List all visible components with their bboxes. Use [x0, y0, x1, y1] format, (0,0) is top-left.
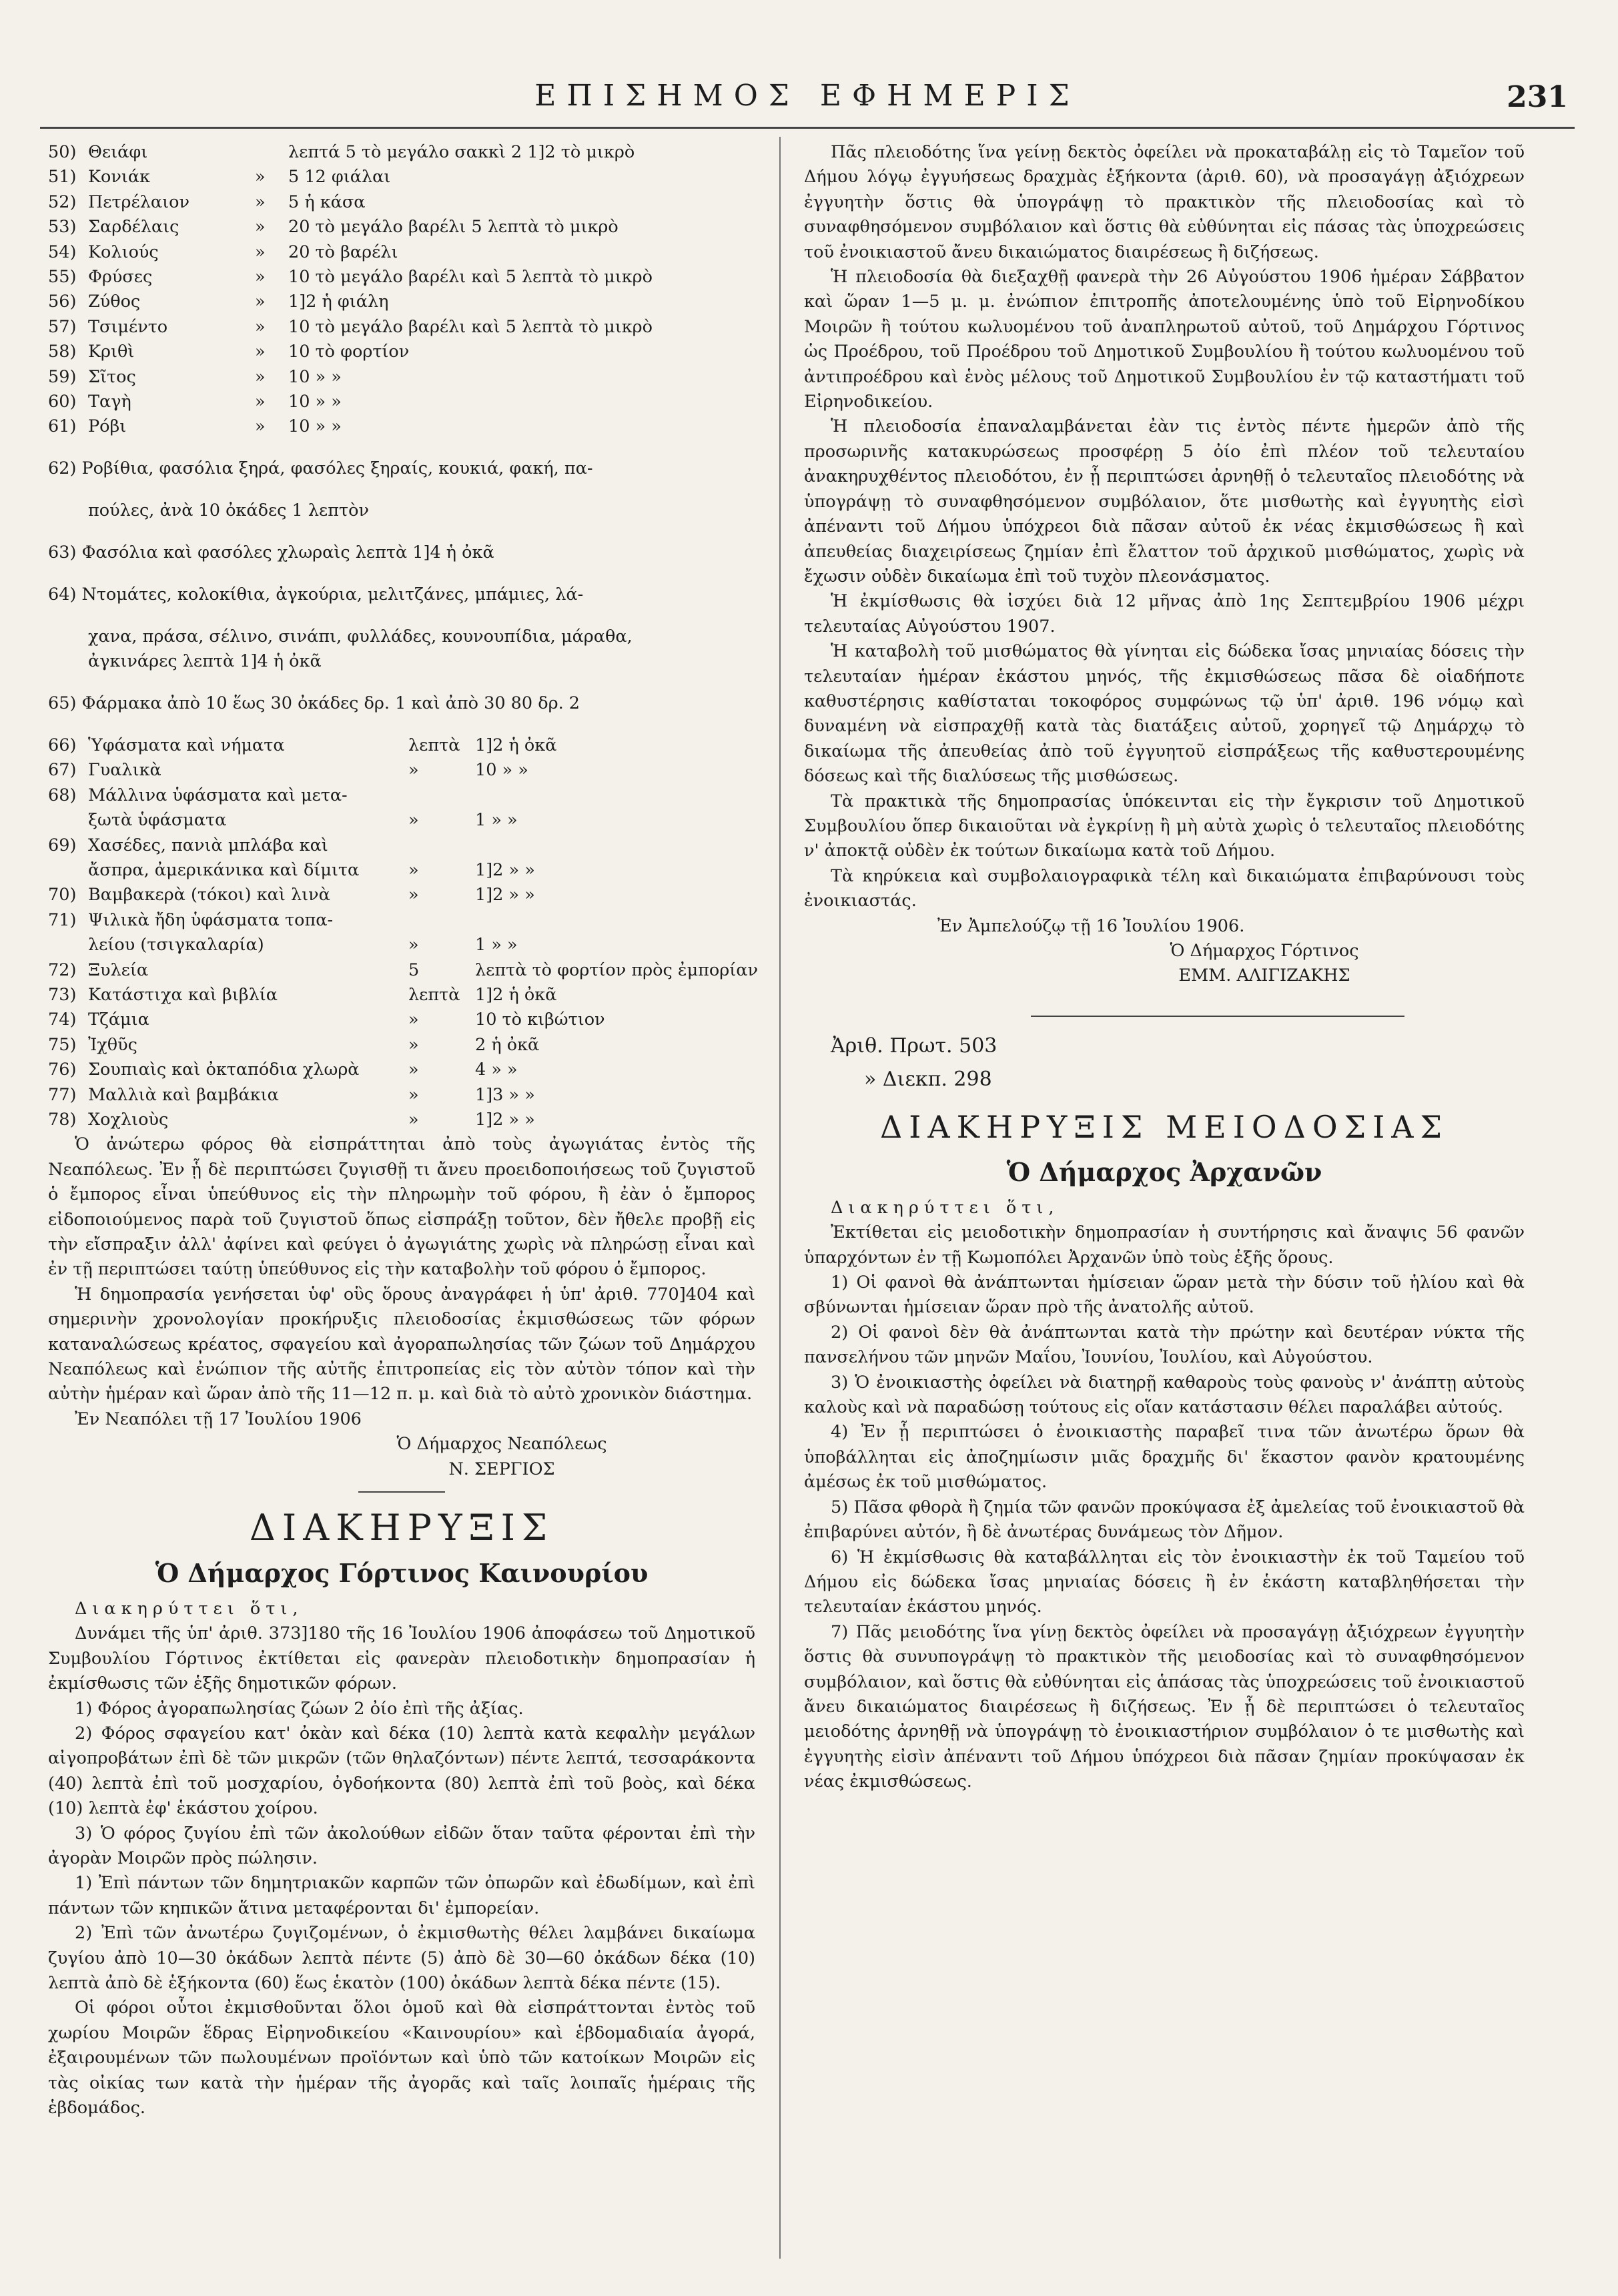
- auction-date-paragraph: Ἡ πλειοδοσία θὰ διεξαχθῇ φανερὰ τὴν 26 Αὐγούστου 1906 ἡμέραν Σάββατον καὶ ὥραν 1—5 μ. μ. ἐνώπιον ἐπιτροπῆς ἀποτελουμένης ὑπὸ τοῦ Εἰρηνοδίκου Μοιρῶν ἢ τούτου κωλυομένου τοῦ ἀναπληρωτοῦ αὐτοῦ, τοῦ Δημάρχου Γόρτινος ὡς Προέδρου, τοῦ Προέδρου τοῦ Δημοτικοῦ Συμβουλίου ἢ τούτου κωλυομένου τοῦ ἀντιπροέδρου καὶ ἑνὸς μέλους τοῦ Δημοτικοῦ Συμβουλίου ἐν τῷ καταστήματι τοῦ Εἰρηνοδικείου.: [804, 267, 1525, 412]
- section-title-meiodosia: ΔΙΑΚΗΡΥΞΙΣ ΜΕΙΟΔΟΣΙΑΣ: [879, 1108, 1449, 1145]
- page-header: [40, 73, 1575, 129]
- section-subtitle-gortinos: Ὁ Δήμαρχος Γόρτινος Καινουρίου: [155, 1557, 649, 1588]
- item-unit: »: [255, 242, 266, 262]
- item-number: 58): [48, 342, 77, 362]
- item-name: Σῖτος: [88, 366, 136, 387]
- tariff-item-65: 65) Φάρμακα ἀπὸ 10 ἕως 30 ὀκάδες δρ. 1 καὶ ἀπὸ 30 80 δρ. 2: [48, 693, 580, 714]
- item-unit: »: [255, 266, 266, 287]
- item-name: Ξυλεία: [88, 960, 149, 980]
- tariff-row: [48, 340, 755, 364]
- item-price: 1]2 ἡ ὀκᾶ: [475, 984, 557, 1005]
- item-name: Ὑφάσματα καὶ νήματα: [88, 735, 285, 756]
- lamps-term-5: 5) Πᾶσα φθορὰ ἢ ζημία τῶν φανῶν προκύψασα ἐξ ἀμελείας τοῦ ἐνοικιαστοῦ θὰ ἐπιβαρύνει αὐτόν, ἢ δὲ ἀνωτέρας δυνάμεως τὸν Δῆμον.: [804, 1497, 1525, 1543]
- item-price: 10 τὸ μεγάλο βαρέλι καὶ 5 λεπτὰ τὸ μικρὸ: [288, 316, 653, 337]
- term-3-1: 1) Ἐπὶ πάντων τῶν δημητριακῶν καρπῶν τῶν ὀπωρῶν καὶ ἐδωδίμων, καὶ ἐπὶ πάντων τῶν κηπικῶν ἅτινα μεταφέρονται δι' ἐμπορείαν.: [48, 1873, 755, 1918]
- item-name: Ψιλικὰ ἤδη ὑφάσματα τοπα-: [88, 909, 334, 930]
- lamps-term-3: 3) Ὁ ἐνοικιαστὴς ὀφείλει νὰ διατηρῇ καθαροὺς τοὺς φανοὺς ν' ἀνάπτῃ αὐτοὺς καλοὺς καὶ νὰ παραδώσῃ τούτους εἰς οἵαν κατάστασιν θέλει παραλάβει αὐτούς.: [804, 1372, 1525, 1418]
- item-unit: »: [255, 316, 266, 337]
- tariff-row: [48, 140, 755, 165]
- item-unit: »: [255, 217, 266, 238]
- bleed-through-header: [100, 4, 1535, 31]
- item-unit: »: [408, 810, 419, 831]
- item-unit: 5: [408, 960, 420, 980]
- tariff-item-62: 62) Ροβίθια, φασόλια ξηρά, φασόλες ξηραίς, κουκιά, φακή, πα-: [48, 458, 593, 479]
- tariff-row: [48, 783, 755, 808]
- item-price: 10 τὸ μεγάλο βαρέλι καὶ 5 λεπτὰ τὸ μικρὸ: [288, 266, 653, 287]
- item-unit: »: [408, 1084, 419, 1105]
- item-name: Σουπιαὶς καὶ ὀκταπόδια χλωρὰ: [88, 1060, 360, 1080]
- repeat-auction-paragraph: Ἡ πλειοδοσία ἐπαναλαμβάνεται ἐὰν τις ἐντὸς πέντε ἡμερῶν ἀπὸ τῆς προσωρινῆς κατακυρώσεως προσφέρῃ 5 ὀίο ἐπὶ πλέον τοῦ τελευταίου ἀνακηρυχθέντος πλειοδότου, ἐν ᾗ περιπτώσει ἀρνηθῇ ὁ τελευταῖος πλειοδότης νὰ ὑπογράψῃ τὸ συναφθησόμενον συμβόλαιον, ὅτε μισθωτὴς καὶ ἐγγυητὴς εἰσὶ ἀπέναντι τοῦ Δήμου ὑπόχρεοι διὰ πᾶσαν αὐτοῦ ἐκ νέας ἐκμισθώσεως ἢ καὶ ἀπευθείας διαχειρίσεως ζημίαν ἐπὶ ἔλαττον τοῦ ἀρχικοῦ μισθώματος, χωρὶς νὰ ἔχωσιν οὐδὲν δικαίωμα ἐπὶ τοῦ τυχὸν πλεονάσματος.: [804, 416, 1525, 587]
- lease-duration-paragraph: Ἡ ἐκμίσθωσις θὰ ἰσχύει διὰ 12 μῆνας ἀπὸ 1ης Σεπτεμβρίου 1906 μέχρι τελευταίας Αὐγούστου 1907.: [804, 591, 1525, 637]
- tariff-row: [48, 858, 755, 883]
- item-name: Κατάστιχα καὶ βιβλία: [88, 984, 278, 1005]
- tariff-row: [48, 190, 755, 215]
- item-number: 55): [48, 266, 77, 287]
- item-number: 68): [48, 785, 77, 805]
- item-number: 59): [48, 366, 77, 387]
- item-number: 78): [48, 1109, 77, 1130]
- tariff-row: [48, 833, 755, 858]
- item-name: Τζάμια: [88, 1010, 149, 1030]
- section-subtitle-archanon: Ὁ Δήμαρχος Ἀρχανῶν: [1006, 1156, 1322, 1187]
- item-unit: »: [255, 391, 266, 412]
- section-title-diakiryxis: ΔΙΑΚΗΡΥΞΙΣ: [249, 1506, 554, 1549]
- tariff-row: [48, 983, 755, 1008]
- item-name: Πετρέλαιον: [88, 192, 189, 212]
- tariff-row: [48, 365, 755, 390]
- item-price: 1]2 » »: [475, 859, 535, 880]
- item-price: 2 ἡ ὀκᾶ: [475, 1034, 540, 1055]
- guarantee-paragraph: Πᾶς πλειοδότης ἵνα γείνῃ δεκτὸς ὀφείλει νὰ προκαταβάλῃ εἰς τὸ Ταμεῖον τοῦ Δήμου λόγῳ ἐγγυήσεως δραχμὰς ἑξήκοντα (ἀριθ. 60), νὰ προσαγάγῃ ἀξιόχρεων ἐγγυητὴν ὅστις θὰ ὑπογράψῃ τὸ πρακτικὸν τῆς πλειοδοσίας καὶ τὸ συναφθησόμενον συμβόλαιον καὶ ὅστις θὰ εὐθύνηται εἰς πάσας τὰς ὑποχρεώσεις τοῦ ἐνοικιαστοῦ ἄνευ δικαιώματος διαιρέσεως ἢ διζήσεως.: [804, 142, 1525, 262]
- tariff-item-62-cont: πούλες, ἀνὰ 10 ὀκάδες 1 λεπτὸν: [88, 500, 369, 521]
- lamps-term-2: 2) Οἱ φανοὶ δὲν θὰ ἀνάπτωνται κατὰ τὴν πρώτην καὶ δευτέραν νύκτα τῆς πανσελήνου τῶν μηνῶν Μαΐου, Ἰουνίου, Ἰουλίου, καὶ Αὐγούστου.: [804, 1322, 1525, 1368]
- item-price: 1 » »: [475, 810, 518, 831]
- decision-paragraph: Δυνάμει τῆς ὑπ' ἀριθ. 373]180 τῆς 16 Ἰουλίου 1906 ἀποφάσεω τοῦ Δημοτικοῦ Συμβουλίου Γόρτινος ἐκτίθεται εἰς φανερὰν πλειοδοτικὴν δημοπρασίαν ἡ ἐκμίσθωσις τῶν ἑξῆς δημοτικῶν φόρων.: [48, 1623, 755, 1694]
- item-number: 57): [48, 316, 77, 337]
- section-rule: [358, 1491, 445, 1493]
- tariff-row: [48, 958, 758, 983]
- item-price: 10 » »: [475, 760, 528, 781]
- signatory-role-gortinos: Ὁ Δήμαρχος Γόρτινος: [1170, 941, 1359, 961]
- tariff-row: [48, 1033, 755, 1058]
- item-unit: »: [255, 192, 266, 212]
- item-unit: »: [255, 292, 266, 312]
- tariff-row: [48, 165, 755, 189]
- item-price: 20 τὸ βαρέλι: [288, 242, 398, 262]
- item-price: 1]2 ἡ ὀκᾶ: [475, 735, 557, 756]
- item-number: 50): [48, 142, 77, 162]
- auction-conditions-paragraph: Ἡ δημοπρασία γενήσεται ὑφ' οὓς ὅρους ἀναγράφει ἡ ὑπ' ἀριθ. 770]404 καὶ σημερινὴν χρονολογίαν προκήρυξις πλειοδοσίας ἐκμισθώσεως τῶν φόρων καταναλώσεως κρέατος, σφαγείου καὶ ἀγοραπωλησίας τῶν ζώων τοῦ Δημάρχου Νεαπόλεως καὶ ἐνώπιον τῆς αὐτῆς ἐπιτροπείας εἰς τὸν αὐτὸν τόπον καὶ τὴν αὐτὴν ἡμέραν καὶ ὥραν ἀπὸ τῆς 11—12 π. μ. καὶ διὰ τὸ αὐτὸ χρονικὸν διάστημα.: [48, 1284, 755, 1405]
- left-column: [48, 140, 758, 2121]
- item-number: 51): [48, 167, 77, 187]
- item-unit: »: [408, 760, 419, 781]
- item-unit: »: [408, 885, 419, 905]
- tariff-row: [48, 1008, 755, 1032]
- term-3: 3) Ὁ φόρος ζυγίου ἐπὶ τῶν ἀκολούθων εἰδῶν ὅταν ταῦτα φέρονται ἐπὶ τὴν ἀγορὰν Μοιρῶν πρὸς πώλησιν.: [48, 1823, 755, 1869]
- item-unit: »: [408, 859, 419, 880]
- tariff-row: [48, 265, 755, 290]
- item-price: 1]2 » »: [475, 1109, 535, 1130]
- column-divider: [779, 137, 781, 2259]
- item-number: 66): [48, 735, 77, 756]
- tariff-row: [48, 1108, 755, 1132]
- item-number: 71): [48, 909, 77, 930]
- item-number: 61): [48, 416, 77, 437]
- item-price: 5 ἡ κάσα: [288, 192, 366, 212]
- term-2: 2) Φόρος σφαγείου κατ' ὀκὰν καὶ δέκα (10) λεπτὰ κατὰ κεφαλὴν μεγάλων αἰγοπροβάτων ἐπὶ δὲ τῶν μικρῶν (τῶν θηλαζόντων) πέντε λεπτά, τεσσαράκοντα (40) λεπτὰ ἐπὶ τοῦ μοσχαρίου, ὀγδοήκοντα (80) λεπτὰ ἐπὶ τοῦ βοὸς, καὶ δέκα (10) λεπτὰ ἐφ' ἑκάστου χοίρου.: [48, 1724, 755, 1819]
- tariff-row: [48, 215, 755, 240]
- term-closing: Οἱ φόροι οὗτοι ἐκμισθοῦνται ὅλοι ὁμοῦ καὶ θὰ εἰσπράττονται ἐντὸς τοῦ χωρίου Μοιρῶν ἕδρας Εἰρηνοδικείου «Καινουρίου» καὶ ἑβδομαδιαία ἀγορά, ἐξαιρουμένων τῶν πωλουμένων προϊόντων καὶ ὑπὸ τῶν κατοίκων Μοιρῶν εἰς τὰς οἰκίας των κατὰ τὴν ἡμέραν τῆς ἀγορᾶς καὶ ταῖς λοιπαῖς ἡμέραις τῆς ἑβδομάδος.: [48, 1998, 755, 2119]
- item-price: 1]2 ἡ φιάλη: [288, 292, 389, 312]
- item-price: 10 » »: [288, 416, 342, 437]
- item-name: Κριθὶ: [88, 342, 135, 362]
- approval-paragraph: Τὰ πρακτικὰ τῆς δημοπρασίας ὑπόκεινται εἰς τὴν ἔγκρισιν τοῦ Δημοτικοῦ Συμβουλίου ὅπερ δικαιοῦται νὰ ἐγκρίνῃ ἢ μὴ αὐτὰ χωρὶς ὁ τελευταῖος πλειοδότης ν' ἀποκτᾷ οὐδὲν ἐκ τούτων δικαίωμα κατὰ τοῦ Δήμου.: [804, 791, 1525, 861]
- item-unit: »: [408, 1010, 419, 1030]
- item-price: 1]2 » »: [475, 885, 535, 905]
- tariff-item-64-cont-1: χανα, πράσα, σέλινο, σινάπι, φυλλάδες, κουνουπίδια, μάραθα,: [88, 626, 633, 647]
- lamps-term-7: 7) Πᾶς μειοδότης ἵνα γίνῃ δεκτὸς ὀφείλει νὰ προσαγάγῃ ἀξιόχρεων ἐγγυητὴν ὅστις θὰ συνυπογράψῃ τὸ πρακτικὸν τῆς μειοδοσίας καὶ τὸ συναφθησόμενον συμβόλαιον, καὶ ὅστις θὰ εὐθύνηται εἰς ἁπάσας τὰς ὑποχρεώσεις τοῦ ἐνοικιαστοῦ ἄνευ δικαιώματος διαιρέσεως ἢ διζήσεως. Ἐν ᾗ δὲ περιπτώσει ὁ τελευταῖος μειοδότης ἀρνηθῇ νὰ ὑπογράψῃ τὸ ἐνοικιαστήριον συμβόλαιον ὁ τε μισθωτὴς καὶ ἐγγυητὴς εἰσὶν ἀπέναντι τοῦ Δήμου ὑπόχρεοι διὰ πᾶσαν ζημίαν προκύψασαν ἐκ νέας ἐκμισθώσεως.: [804, 1621, 1525, 1792]
- publication-title: ΕΠΙΣΗΜΟΣ ΕΦΗΜΕΡΙΣ: [534, 79, 1080, 113]
- tariff-row: [48, 933, 755, 958]
- item-unit: »: [408, 935, 419, 955]
- tariff-item-63: 63) Φασόλια καὶ φασόλες χλωραὶς λεπτὰ 1]4 ἡ ὀκᾶ: [48, 542, 494, 562]
- item-number: 53): [48, 217, 77, 238]
- signatory-name-gortinos: ΕΜΜ. ΑΛΙΓΙΖΑΚΗΣ: [1178, 966, 1350, 986]
- item-name: Χοχλιοὺς: [88, 1109, 169, 1130]
- item-number: 75): [48, 1034, 77, 1055]
- tariff-row: [48, 883, 755, 907]
- item-price: λεπτά 5 τὸ μεγάλο σακκὶ 2 1]2 τὸ μικρὸ: [288, 142, 635, 162]
- item-price: 10 τὸ κιβώτιον: [475, 1010, 605, 1030]
- item-unit: »: [255, 416, 266, 437]
- item-number: 54): [48, 242, 77, 262]
- term-3-2: 2) Ἐπὶ τῶν ἀνωτέρω ζυγιζομένων, ὁ ἐκμισθωτὴς θέλει λαμβάνει δικαίωμα ζυγίου ἀπὸ 10—30 ὀκάδων λεπτὰ πέντε (5) ἀπὸ δὲ 30—60 ὀκάδων δέκα (10) λεπτὰ ἀπὸ δὲ ἑξήκοντα (60) ἕως ἑκατὸν (100) ὀκάδων λεπτὰ δέκα πέντε (15).: [48, 1923, 755, 1994]
- item-name: Ταγὴ: [88, 391, 131, 412]
- item-price: 10 » »: [288, 391, 342, 412]
- item-name: Τσιμέντο: [88, 316, 168, 337]
- item-name: Βαμβακερὰ (τόκοι) καὶ λινὰ: [88, 885, 330, 905]
- item-name: Θειάφι: [88, 142, 148, 162]
- tariff-row: [48, 414, 755, 439]
- lamps-term-6: 6) Ἡ ἐκμίσθωσις θὰ καταβάλληται εἰς τὸν ἐνοικιαστὴν ἐκ τοῦ Ταμείου τοῦ Δήμου εἰς δώδεκα ἴσας μηνιαίας δόσεις ἢ ἐν ἑκάστη καταβληθήσεται τὴν τελευταίαν ἑκάστου μηνός.: [804, 1547, 1525, 1617]
- item-unit: »: [255, 167, 266, 187]
- item-name: Ζύθος: [88, 292, 141, 312]
- item-number: 74): [48, 1010, 77, 1030]
- signatory-role-neapolis: Ὁ Δήμαρχος Νεαπόλεως: [396, 1434, 607, 1455]
- item-number: 73): [48, 984, 77, 1005]
- item-price: 5 12 φιάλαι: [288, 167, 391, 187]
- item-price: 4 » »: [475, 1060, 518, 1080]
- tariff-row: [48, 1058, 755, 1082]
- item-number: 56): [48, 292, 77, 312]
- tariff-row: [48, 808, 755, 833]
- item-number: 52): [48, 192, 77, 212]
- item-name: Σαρδέλαις: [88, 217, 179, 238]
- item-unit: λεπτὰ: [408, 735, 460, 756]
- tax-collection-paragraph: Ὁ ἀνώτερω φόρος θὰ εἰσπράττηται ἀπὸ τοὺς ἀγωγιάτας ἐντὸς τῆς Νεαπόλεως. Ἐν ᾗ δὲ περιπτώσει ζυγισθῇ τι ἄνευ προειδοποιήσεως τοῦ ζυγιστοῦ ὁ ἔμπορος εἶναι ὑπεύθυνος εἰς τὴν πληρωμὴν τοῦ φόρου, ἢ ἐὰν ὁ ἔμπορος εἰδοποιούμενος παρὰ τοῦ ζυγιστοῦ ὅπως εἰσπράξῃ τοῦτον, δὲν ἤθελε προβῇ εἰς τὴν εἴσπραξιν ἀλλ' ἀφίνει καὶ φεύγει ὁ ἀγωγιάτης χωρὶς νὰ πληρώσῃ εἶναι καὶ ἐν τῇ περιπτώσει ταύτῃ ὑπεύθυνος εἰς τὴν καταβολὴν τοῦ φόρου ὁ ἔμπορος.: [48, 1134, 755, 1280]
- tariff-row: [48, 1083, 755, 1108]
- term-1: 1) Φόρος ἀγοραπωλησίας ζώων 2 ὀίο ἐπὶ τῆς ἀξίας.: [75, 1698, 524, 1719]
- tariff-row: [48, 240, 755, 265]
- signatory-name-neapolis: Ν. ΣΕΡΓΙΟΣ: [448, 1459, 555, 1479]
- item-name: λείου (τσιγκαλαρία): [88, 935, 264, 955]
- item-number: 60): [48, 391, 77, 412]
- item-name: ἄσπρα, ἀμερικάνικα καὶ δίμιτα: [88, 859, 360, 880]
- item-name: Ρόβι: [88, 416, 127, 437]
- announcement-line-2: Διακηρύττει ὅτι,: [831, 1197, 1060, 1218]
- tariff-item-64-cont-2: ἀγκινάρες λεπτὰ 1]4 ἡ ὀκᾶ: [88, 651, 322, 672]
- tariff-item-64: 64) Ντομάτες, κολοκίθια, ἀγκούρια, μελιτζάνες, μπάμιες, λά-: [48, 584, 584, 605]
- item-name: ξωτὰ ὑφάσματα: [88, 810, 227, 831]
- item-price: 10 » »: [288, 366, 342, 387]
- section-rule-long: [1031, 1016, 1404, 1017]
- date-neapolis: Ἐν Νεαπόλει τῇ 17 Ἰουλίου 1906: [75, 1409, 362, 1429]
- item-unit: »: [408, 1060, 419, 1080]
- protocol-number: Ἀριθ. Πρωτ. 503: [831, 1034, 997, 1058]
- tariff-row: [48, 758, 755, 783]
- item-number: 69): [48, 835, 77, 855]
- tariff-row: [48, 908, 755, 933]
- item-price: 1 » »: [475, 935, 518, 955]
- item-price: 10 τὸ φορτίον: [288, 342, 410, 362]
- announcement-line: Διακηρύττει ὅτι,: [75, 1598, 304, 1619]
- item-name: Χασέδες, πανιὰ μπλάβα καὶ: [88, 835, 328, 855]
- dispatch-number: » Διεκπ. 298: [864, 1067, 992, 1091]
- tariff-row: [48, 390, 755, 414]
- item-name: Μαλλιὰ καὶ βαμβάκια: [88, 1084, 279, 1105]
- item-name: Κολιούς: [88, 242, 159, 262]
- page-number: 231: [1507, 80, 1568, 114]
- date-ampelouzo: Ἐν Ἀμπελούζῳ τῇ 16 Ἰουλίου 1906.: [937, 915, 1245, 936]
- item-name: Ἰχθῦς: [88, 1034, 137, 1055]
- lamps-intro: Ἐκτίθεται εἰς μειοδοτικὴν δημοπρασίαν ἡ συντήρησις καὶ ἄναψις 56 φανῶν ὑπαρχόντων ἐν τῇ Κωμοπόλει Ἀρχανῶν ὑπὸ τοὺς ἑξῆς ὅρους.: [804, 1222, 1525, 1268]
- tariff-row: [48, 315, 755, 340]
- item-number: 67): [48, 760, 77, 781]
- tariff-row: [48, 290, 755, 314]
- item-name: Κονιάκ: [88, 167, 151, 187]
- item-unit: »: [408, 1034, 419, 1055]
- lamps-term-1: 1) Οἱ φανοὶ θὰ ἀνάπτωνται ἡμίσειαν ὥραν μετὰ τὴν δύσιν τοῦ ἡλίου καὶ θὰ σβύνωνται ἡμίσειαν ὥραν πρὸ τῆς ἀνατολῆς αὐτοῦ.: [804, 1272, 1525, 1318]
- item-price: 1]3 » »: [475, 1084, 535, 1105]
- tariff-row: [48, 733, 755, 758]
- item-unit: λεπτὰ: [408, 984, 460, 1005]
- item-unit: »: [408, 1109, 419, 1130]
- item-number: 77): [48, 1084, 77, 1105]
- item-price: 20 τὸ μεγάλο βαρέλι 5 λεπτὰ τὸ μικρὸ: [288, 217, 619, 238]
- item-unit: »: [255, 366, 266, 387]
- item-name: Φρύσες: [88, 266, 153, 287]
- payment-paragraph: Ἡ καταβολὴ τοῦ μισθώματος θὰ γίνηται εἰς δώδεκα ἴσας μηνιαίας δόσεις τὴν τελευταίαν ἡμέραν ἑκάστου μηνός, τῆς ἐκμισθώσεως πᾶσα δὲ οἱαδήποτε καθυστέρησις καθίσταται τοκοφόρος συμφώνως τῷ ὑπ' ἀριθ. 196 νόμῳ καὶ δυναμένη νὰ εἰσπραχθῇ κατὰ τὰς διατάξεις αὐτοῦ, χορηγεῖ τῷ Δημάρχῳ τὸ δικαίωμα τῆς ἀπευθείας ἀπὸ τοῦ ἐγγυητοῦ εἰσπράξεως τῆς καθυστερουμένης δόσεως καὶ τῆς διαλύσεως τῆς μισθώσεως.: [804, 641, 1525, 787]
- item-number: 70): [48, 885, 77, 905]
- item-number: 76): [48, 1060, 77, 1080]
- lamps-term-4: 4) Ἐν ᾗ περιπτώσει ὁ ἐνοικιαστὴς παραβεῖ τινα τῶν ἀνωτέρω ὅρων θὰ ὑποβάλληται εἰς ἀποζημίωσιν μιᾶς δραχμῆς δι' ἕκαστον φανὸν κρατουμένης ἀμέσως ἐκ τοῦ μισθώματος.: [804, 1422, 1525, 1493]
- item-number: 72): [48, 960, 77, 980]
- item-name: Μάλλινα ὑφάσματα καὶ μετα-: [88, 785, 348, 805]
- fees-paragraph: Τὰ κηρύκεια καὶ συμβολαιογραφικὰ τέλη καὶ δικαιώματα ἐπιβαρύνουσι τοὺς ἐνοικιαστάς.: [804, 865, 1525, 911]
- tariff-list-a: [48, 140, 755, 440]
- right-column: [804, 140, 1525, 1795]
- tariff-list-b: [48, 733, 758, 1132]
- item-unit: »: [255, 342, 266, 362]
- item-name: Γυαλικὰ: [88, 760, 161, 781]
- item-price: λεπτὰ τὸ φορτίον πρὸς ἐμπορίαν: [475, 960, 758, 980]
